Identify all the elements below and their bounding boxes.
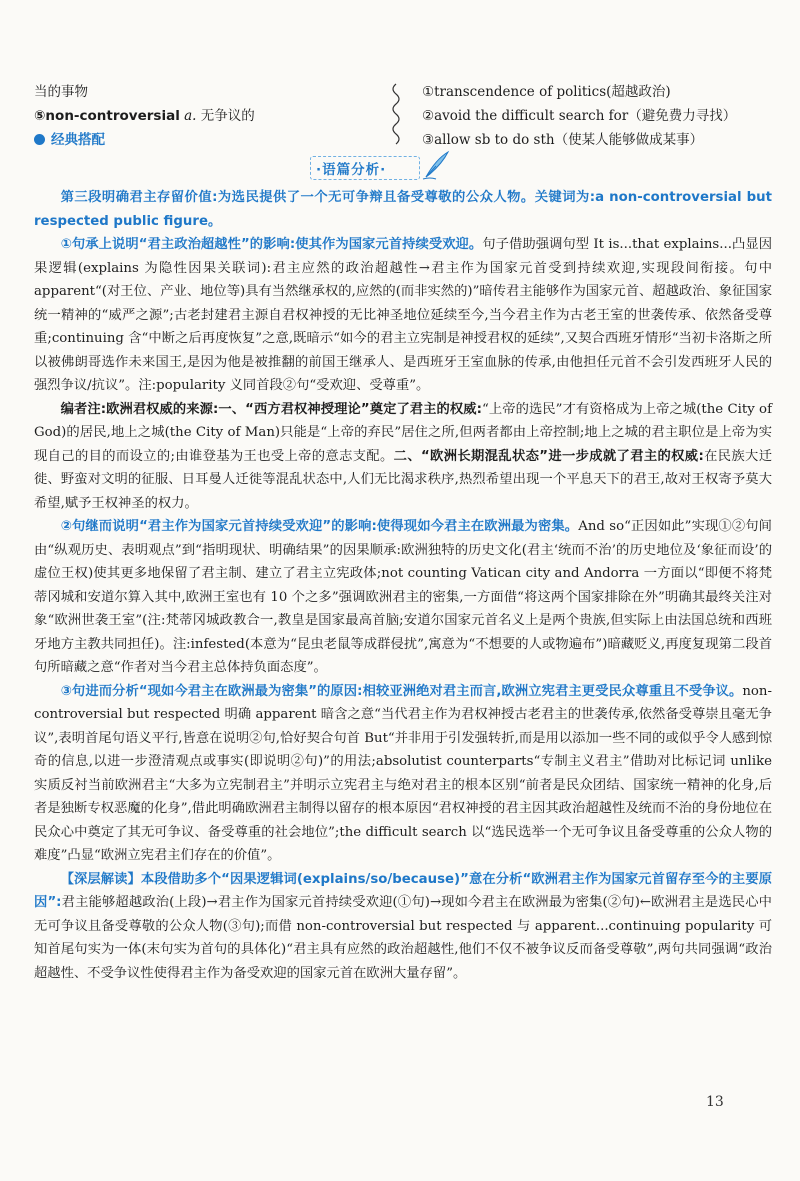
sentence-2-text: And so“正因如此”实现①②句间由“纵观历史、表明观点”到“指明现状、明确结果”的因果顺承:欧洲独特的历史文化(君主‘统而不治’的历史地位及‘象征而设’的虚位王权)使其更多地保留了君主制、建立了君主立宪政体;not counting Vatican city and Andorra 一方面以“即便不将梵蒂冈城和安道尔算入其中,欧洲王室也有 10 个之多”强调欧洲君主的密集,一方面借“将这两个国家排除在外”明确其最终关注对象“欧洲世袭王室”(注:梵蒂冈城政教合一,教皇是国家最高首脑;安道尔国家元首名义上是两个贵族,但实际上由法国总统和西班牙地方主教共同担任)。注:infested(本意为“昆虫老鼠等成群侵扰”,寓意为“不想要的人或物遍布”)暗藏贬义,再度复现第二段首句所暗藏之意“作者对当今君主总体持负面态度”。 [34, 519, 772, 675]
sentence-1-text: 句子借助强调句型 It is...that explains...凸显因果逻辑(explains 为隐性因果关联词):君主应然的政治超越性→君主作为国家元首受到持续欢迎,实现段间衔接。句中 apparent“(对王位、产业、地位等)具有当然继承权的,应然的(而非实然的)”暗传君主能够作为国家元首、超越政治、象征国家统一精神的“威严之源”;古老封建君主源自君权神授的无比神圣地位延续至今,当今君主作为古老王室的世袭传承、依然备受尊重;continuing 含“中断之后再度恢复”之意,既暗示“如今的君主立宪制是神授君权的延续”,又契合西班牙情形“当初卡洛斯之所以被佛朗哥选作未来国王,是因为他是被推翻的前国王继承人、是西班牙王室血脉的传承,由他担任元首不会引发西班牙人民的强烈争议/抗议”。注:popularity 义同首段②句“受欢迎、受尊重”。 [34, 237, 772, 393]
paragraph-summary: 第三段明确君主存留价值:为选民提供了一个无可争辩且备受尊敬的公众人物。关键词为:a non-controversial but respected public figure。 [34, 190, 772, 229]
sentence-2-heading: ②句继而说明“君主作为国家元首持续受欢迎”的影响:使得现如今君主在欧洲最为密集。 [60, 519, 579, 534]
paragraph-sentence-1 [34, 233, 772, 398]
collocation-item-2: ②avoid the difficult search for（避免费力寻找） [422, 108, 737, 124]
sentence-1-heading: ①句承上说明“君主政治超越性”的影响:使其作为国家元首持续受欢迎。 [60, 237, 483, 252]
analysis-body [34, 186, 772, 985]
bullet-dot-icon [34, 134, 45, 145]
vocab-left-column [34, 80, 364, 152]
vocab-area [34, 80, 770, 152]
collocation-item-3: ③allow sb to do sth（使某人能够做成某事） [422, 132, 704, 148]
paragraph-sentence-2 [34, 515, 772, 680]
section-title-text: ·语篇分析· [316, 162, 387, 178]
collocation-heading-text: 经典搭配 [51, 132, 105, 148]
collocation-heading [34, 128, 364, 152]
vocab-line-1: 当的事物 [34, 84, 88, 100]
deep-reading-heading: 【深层解读】本段借助多个“因果逻辑词(explains/so/because)”意在分析“欧洲君主作为国家元首留存至今的主要原因”: [34, 871, 772, 910]
sentence-3-heading: ③句进而分析“现如今君主在欧洲最为密集”的原因:相较亚洲绝对君主而言,欧洲立宪君主更受民众尊重且不受争议。 [60, 683, 743, 699]
paragraph-editor-note [34, 398, 772, 516]
sentence-3-text: non-controversial but respected 明确 apparent 暗含之意“当代君主作为君权神授古老君主的世袭传承,依然备受尊崇且毫无争议”,表明首尾句语义平行,皆意在说明②句,恰好契合句首 But“并非用于引发强转折,而是用以添加一些不同的或似乎令人感到惊奇的信息,以进一步澄清观点或事实(即说明②句)”的用法;absolutist counterparts“专制主义君主”借助对比标记词 unlike 实质反衬当前欧洲君主“大多为立宪制君主”并明示立宪君主与绝对君主的根本区别“前者是民众团结、国家统一精神的化身,后者是独断专权恶魔的化身”,借此明确欧洲君主制得以留存的根本原因“君权神授的君主因其政治超越性及统而不治的身份地位在民众心中奠定了其无可争议、备受尊重的社会地位”;the difficult search 以“选民选举一个无可争议且备受尊重的公众人物的难度”凸显“欧洲立宪君主们存在的价值”。 [34, 683, 772, 863]
collocation-item-1: ①transcendence of politics(超越政治) [422, 84, 671, 100]
collocation-list [422, 80, 772, 152]
wavy-divider-icon [381, 82, 411, 152]
deep-reading-text: 君主能够超越政治(上段)→君主作为国家元首持续受欢迎(①句)→现如今君主在欧洲最为密集(②句)←欧洲君主是选民心中无可争议且备受尊敬的公众人物(③句);而借 non-controversial but respected 与 apparent...continuing popularity 可知首尾句实为一体(末句实为首句的具体化)“君主具有应然的政治超越性,他们不仅不被争议反而备受尊敬”,两句共同强调“政治超越性、不受争议性使得君主作为备受欢迎的国家元首在欧洲大量存留”。 [34, 895, 772, 981]
section-title [310, 156, 450, 180]
paragraph-deep-reading [34, 868, 772, 986]
quill-pen-icon [422, 150, 450, 180]
editor-note-heading: 编者注:欧洲君权威的来源:一、“西方君权神授理论”奠定了君主的权威: [60, 401, 482, 417]
editor-note-heading-2: 二、“欧洲长期混乱状态”进一步成就了君主的权威: [393, 448, 704, 464]
page-number: 13 [706, 1094, 724, 1110]
paragraph-sentence-3 [34, 680, 772, 868]
vocab-definition: 无争议的 [196, 108, 255, 124]
vocab-line-2 [34, 104, 364, 128]
editor-note-text-2: 在民族大迁徙、野蛮对文明的征服、日耳曼人迁徙等混乱状态中,人们无比渴求秩序,热烈希望出现一个平息天下的君王,故对王权寄予莫大希望,赋予王权神圣的权力。 [34, 448, 773, 511]
editor-note-text-1: “上帝的选民”才有资格成为上帝之城(the City of God)的居民,地上之城(the City of Man)只能是“上帝的弃民”居住之所,但两者都由上帝控制;地上之城的君主职位是上帝为实现自己的目的而设立的;由谁登基为王也受上帝的意志支配。 [34, 401, 772, 464]
vocab-term: ⑤non-controversial [34, 108, 180, 124]
vocab-pos: a. [179, 108, 197, 124]
